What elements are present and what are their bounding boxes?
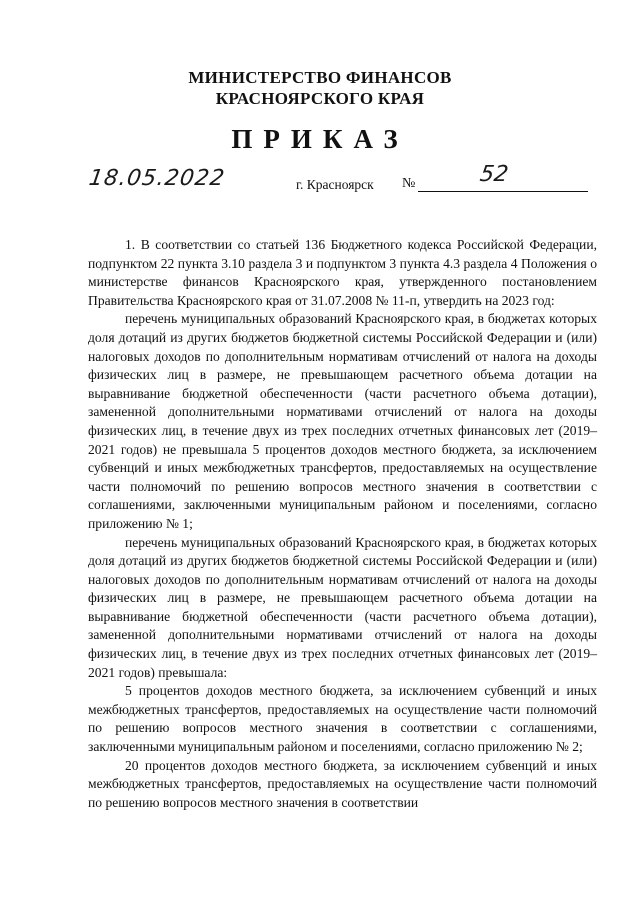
handwritten-number: 52 <box>478 162 510 187</box>
document-title: ПРИКАЗ <box>231 124 409 154</box>
paragraph-3: перечень муниципальных образований Красноярского края, в бюджетах которых доля дотаций из других бюджетов бюджетной системы Российской Федерации и (или) налоговых доходов по дополнительным нормативам отчислений от налога на доходы физических лиц в размере, не превышающем расчетного объема дотации на выравнивание бюджетной обеспеченности (части расчетного объема дотации), замененной дополнительными нормативами отчислений от налога на доходы физических лиц, в течение двух из трех последних отчетных финансовых лет (2019–2021 годов) превышала: <box>88 534 597 680</box>
number-underline <box>418 191 588 192</box>
paragraph-5: 20 процентов доходов местного бюджета, за исключением субвенций и иных межбюджетных трансфертов, предоставляемых на осуществление части полномочий по решению вопросов местного значения в соответствии <box>88 757 597 810</box>
handwritten-date: 18.05.2022 <box>87 166 227 191</box>
document-body <box>88 236 597 812</box>
paragraph-1: 1. В соответствии со статьей 136 Бюджетного кодекса Российской Федерации, подпунктом 22 пункта 3.10 раздела 3 и подпунктом 3 пункта 4.3 раздела 4 Положения о министерстве финансов Красноярского края, утвержденного постановлением Правительства Красноярского края от 31.07.2008 № 11-п, утвердить на 2023 год: <box>88 237 597 308</box>
city-label: г. Красноярск <box>296 177 374 192</box>
paragraph-4: 5 процентов доходов местного бюджета, за исключением субвенций и иных межбюджетных трансфертов, предоставляемых на осуществление части полномочий по решению вопросов местного значения в соответствии с соглашениями, заключенными муниципальным районом и поселениями, согласно приложению № 2; <box>88 683 597 755</box>
ministry-name-line2: КРАСНОЯРСКОГО КРАЯ <box>215 89 425 108</box>
paragraph-2: перечень муниципальных образований Красноярского края, в бюджетах которых доля дотаций из других бюджетов бюджетной системы Российской Федерации и (или) налоговых доходов по дополнительным нормативам отчислений от налога на доходы физических лиц в размере, не превышающем расчетного объема дотации на выравнивание бюджетной обеспеченности (части расчетного объема дотации), замененной дополнительными нормативами отчислений от налога на доходы физических лиц, в течение двух из трех последних отчетных финансовых лет (2019–2021 годов) не превышала 5 процентов доходов местного бюджета, за исключением субвенций и иных межбюджетных трансфертов, предоставляемых на осуществление части полномочий по решению вопросов местного значения в соответствии с соглашениями, заключенными муниципальным районом и поселениями, согласно приложению № 1; <box>88 311 597 531</box>
ministry-name-line1: МИНИСТЕРСТВО ФИНАНСОВ <box>188 68 452 87</box>
number-label: № <box>402 176 416 191</box>
